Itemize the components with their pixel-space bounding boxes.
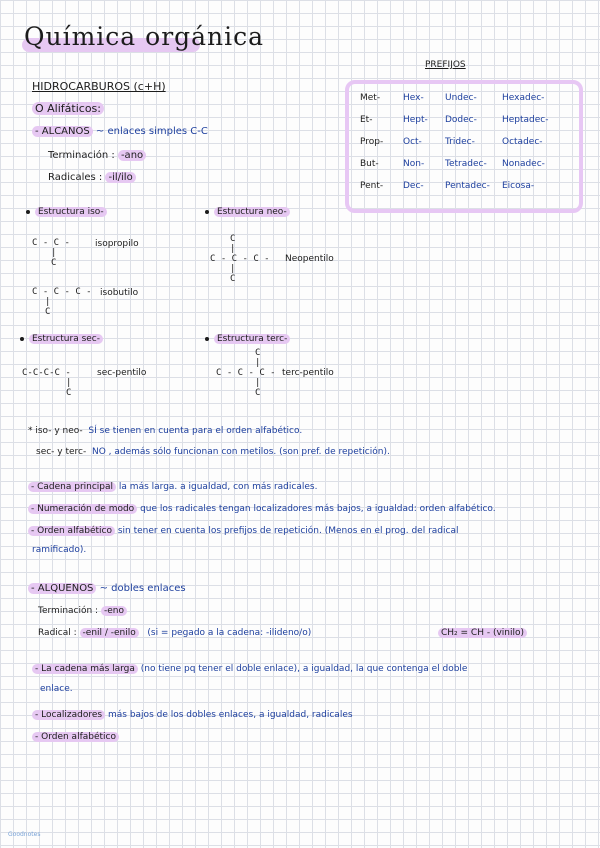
footer-logo-text: Goodnotes	[8, 831, 41, 838]
prefijo-cell: Tetradec-	[445, 159, 487, 169]
rule-numeracion: - Numeración de modo que los radicales tengan localizadores más bajos, a igualdad: orden alfabético.	[28, 504, 496, 514]
alcanos-line	[32, 126, 208, 137]
prefijo-cell: Hept-	[403, 115, 428, 125]
estructura-terc-label: Estructura terc-	[205, 334, 290, 344]
note-iso-neo: * iso- y neo- SÍ se tienen en cuenta para el orden alfabético.	[28, 426, 303, 436]
note-sec-terc: sec- y terc- NO , además sólo funcionan con metilos. (son pref. de repetición).	[36, 447, 390, 457]
section-heading-hidrocarburos: HIDROCARBUROS (c+H)	[32, 80, 166, 93]
isopropilo-name: isopropilo	[95, 239, 139, 249]
sec-pentilo-name: sec-pentilo	[97, 368, 147, 378]
rule-orden-alfabetico-cont: ramificado).	[32, 545, 87, 555]
prefijo-cell: Undec-	[445, 93, 477, 103]
alcanos-arrow-text: ~ enlaces simples C-C	[95, 126, 208, 137]
prefijo-cell: Dec-	[403, 181, 424, 191]
isopropilo-structure: C - C - | C	[32, 238, 70, 268]
neopentilo-structure: C | C - C - C - | C	[210, 234, 270, 284]
terc-pentilo-name: terc-pentilo	[282, 368, 334, 378]
rule-cadena-principal: - Cadena principal la más larga. a igualdad, con más radicales.	[28, 482, 317, 492]
prefijo-cell: Et-	[360, 115, 373, 125]
alcanos-radicales: Radicales : -il/ilo	[48, 172, 136, 183]
prefijo-cell: Eicosa-	[502, 181, 535, 191]
prefijo-cell: Non-	[403, 159, 425, 169]
page-title: Química orgánica	[24, 22, 265, 51]
alquenos-radical: Radical : -enil / -enilo (si = pegado a la cadena: -ilideno/o)	[38, 628, 312, 638]
prefijo-cell: But-	[360, 159, 379, 169]
prefijo-cell: Hex-	[403, 93, 424, 103]
alquenos-rule-orden: - Orden alfabético	[32, 732, 119, 742]
isobutilo-name: isobutilo	[100, 288, 139, 298]
alquenos-label: - ALQUENOS	[28, 583, 96, 594]
alquenos-rule-cadena-cont: enlace.	[40, 684, 73, 694]
subheading-alifaticos: O Alifáticos:	[32, 102, 104, 115]
prefijo-cell: Met-	[360, 93, 381, 103]
alcanos-terminacion: Terminación : -ano	[48, 150, 146, 161]
alquenos-rule-cadena: - La cadena más larga (no tiene pq tener el doble enlace), a igualdad, la que contenga el doble	[32, 664, 467, 674]
estructura-sec-label: Estructura sec-	[20, 334, 103, 344]
prefijo-cell: Heptadec-	[502, 115, 549, 125]
estructura-neo-label: Estructura neo-	[205, 207, 290, 217]
rule-orden-alfabetico: - Orden alfabético sin tener en cuenta los prefijos de repetición. (Menos en el prog. del radical	[28, 526, 458, 536]
isobutilo-structure: C - C - C - | C	[32, 287, 92, 317]
vinilo-formula: CH₂ = CH - (vinilo)	[438, 628, 527, 638]
alquenos-line	[28, 583, 186, 594]
prefijo-cell: Hexadec-	[502, 93, 545, 103]
alquenos-arrow-text: ~ dobles enlaces	[99, 583, 186, 594]
alquenos-terminacion: Terminación : -eno	[38, 606, 127, 616]
alcanos-label: - ALCANOS	[32, 126, 93, 137]
prefijo-cell: Pent-	[360, 181, 384, 191]
terc-pentilo-structure: C | C - C - C - | C	[216, 348, 276, 398]
prefijo-cell: Pentadec-	[445, 181, 490, 191]
prefijo-cell: Tridec-	[445, 137, 475, 147]
prefijo-cell: Dodec-	[445, 115, 477, 125]
prefijo-cell: Nonadec-	[502, 159, 545, 169]
neopentilo-name: Neopentilo	[285, 254, 334, 264]
prefijo-cell: Prop-	[360, 137, 384, 147]
estructura-iso-label: Estructura iso-	[26, 207, 107, 217]
alquenos-rule-localizadores: - Localizadores más bajos de los dobles enlaces, a igualdad, radicales	[32, 710, 353, 720]
sec-pentilo-structure: C-C-C-C - | C	[22, 368, 72, 398]
prefijo-cell: Octadec-	[502, 137, 543, 147]
prefijos-title: PREFIJOS	[425, 60, 466, 70]
prefijo-cell: Oct-	[403, 137, 422, 147]
